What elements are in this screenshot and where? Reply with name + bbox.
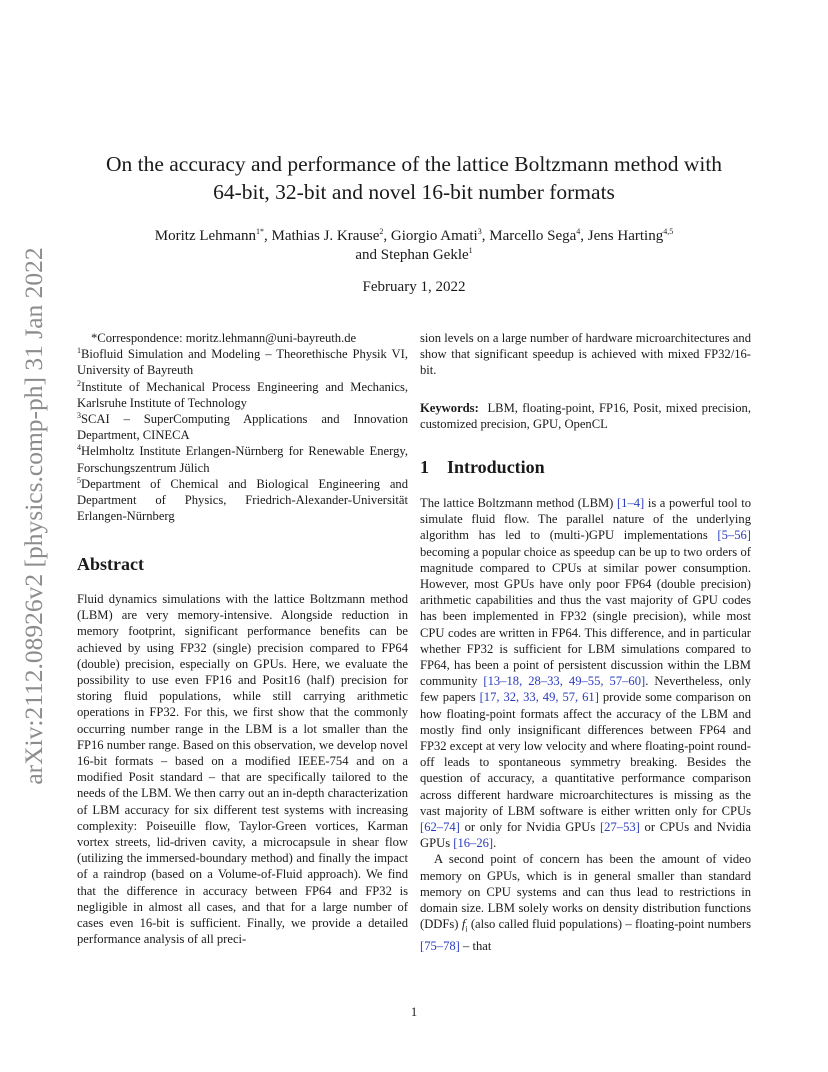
affiliation: $^4$Helmholtz Institute Erlangen-Nürnberg for Renewable Energy, Forschungszentrum Jülich (77, 443, 408, 475)
intro-paragraph-2 (420, 851, 751, 954)
text-run: . (493, 836, 497, 851)
text-run: is a powerful tool to simulate fluid flow. The parallel nature of the underlying algorithm has led to (multi-)GPU implementations (420, 496, 751, 543)
citation-link[interactable]: [62–74] (420, 820, 460, 835)
author: Mathias J. Krause$^2$ (271, 227, 384, 244)
text-run: – that (459, 939, 492, 953)
section-number: 1 (420, 457, 429, 477)
arxiv-identifier: arXiv:2112.08926v2 [physics.comp-ph] 31 Jan 2022 (19, 247, 48, 785)
abstract-continued: sion levels on a large number of hardware microarchitectures and show that significant speedup is achieved with mixed FP32/16-bit. (420, 331, 751, 378)
keywords-list: LBM, floating-point, FP16, Posit, mixed precision, customized precision, GPU, OpenCL (420, 401, 751, 432)
author: Stephan Gekle$^1$ (380, 246, 473, 263)
author: Giorgio Amati$^3$ (390, 227, 482, 244)
author: Moritz Lehmann$^{1*}$ (154, 227, 265, 244)
publication-date: February 1, 2022 (362, 279, 466, 295)
section-heading (420, 457, 545, 478)
abstract-heading: Abstract (77, 554, 144, 574)
title-line-1: On the accuracy and performance of the lattice Boltzmann method with (105, 152, 723, 176)
citation-link[interactable]: [13–18, 28–33, 49–55, 57–60] (483, 674, 646, 689)
citation-link[interactable]: [75–78] (420, 939, 460, 953)
math-subscript: i (465, 924, 468, 934)
section-title: Introduction (447, 457, 545, 477)
author: Jens Harting$^{4,5}$ (587, 227, 674, 244)
affiliation: $^5$Department of Chemical and Biological Engineering and Department of Physics, Friedrich-Alexander-Universität Erlangen-Nürnberg (77, 475, 408, 524)
correspondence: *Correspondence: moritz.lehmann@uni-bayreuth.de (91, 331, 357, 345)
abstract-text: Fluid dynamics simulations with the lattice Boltzmann method (LBM) are very memory-intensive. Alongside reduction in memory footprint, significant performance benefits can be achieved by using FP32 (single) precision compared to FP64 (double) precision, especially on GPUs. Here, we evaluate the possibility to use even FP16 and Posit16 (half) precision for storing fluid populations, while still carrying arithmetic operations in FP32. For this, we first show that the commonly occurring number range in the LBM is a lot smaller than the FP16 number range. Based on this observation, we develop novel 16-bit formats – based on a modified IEEE-754 and on a modified Posit standard – that are specifically tailored to the needs of the LBM. We then carry out an in-depth characterization of LBM accuracy for six different test systems with increasing complexity: Poiseuille flow, Taylor-Green vortices, Karman vortex streets, lid-driven cavity, a microcapsule in shear flow (utilizing the immersed-boundary method) and finally the impact of a raindrop (based on a Volume-of-Fluid approach). We find that the difference in accuracy between FP64 and FP32 is negligible in almost all cases, and that for a large number of cases even 16-bit is sufficient. Finally, we provide a detailed performance analysis of all preci- (77, 592, 408, 947)
affiliation: $^3$SCAI – SuperComputing Applications and Innovation Department, CINECA (77, 410, 408, 443)
keywords-label: Keywords: (420, 401, 479, 415)
affiliation: $^1$Biofluid Simulation and Modeling – Theorethische Physik VI, University of Bayreuth (77, 346, 408, 378)
affiliations (77, 330, 408, 524)
text-run: A second point of concern has been the amount of video memory on GPUs, which is in general smaller than standard memory on CPU systems and can thus lead to restrictions in domain size. LBM solely works on density distribution functions (DDFs) (420, 852, 751, 932)
author-list: Moritz Lehmann$^{1*}$, Mathias J. Krause$^2$, Giorgio Amati$^3$, Marcello Sega$^4$, Jens Harting$^{4,5}$ and Stephan Gekle$^1$ (154, 227, 674, 263)
citation-link[interactable]: [27–53] (599, 820, 640, 835)
citation-link[interactable]: [5–56] (717, 528, 751, 543)
text-run: provide some comparison on how floating-point formats affect the accuracy of the LBM and mostly find only insignificant differences between FP64 and FP32 except at very low velocity and where floating-point round-off leads to spontaneous symmetry breaking. Besides the question of accuracy, a quantitative performance comparison across different hardware microarchitectures is missing as the vast majority of LBM software is either written only for CPUs (420, 690, 752, 818)
citation-link[interactable]: [1–4] (616, 496, 645, 510)
page-number: 1 (410, 1005, 418, 1019)
citation-link[interactable]: [17, 32, 33, 49, 57, 61] (479, 690, 599, 705)
text-run: or only for Nvidia GPUs (459, 820, 600, 835)
text-run: (also called fluid populations) – floating-point numbers (467, 917, 751, 932)
text-run: The lattice Boltzmann method (LBM) (420, 496, 617, 510)
title-line-2: 64-bit, 32-bit and novel 16-bit number formats (213, 180, 615, 204)
affiliation: $^2$Institute of Mechanical Process Engineering and Mechanics, Karlsruhe Institute of Technology (77, 378, 408, 410)
text-run: or CPUs and Nvidia GPUs (420, 820, 751, 851)
keywords (420, 400, 751, 432)
text-run: becoming a popular choice as speedup can be up to two orders of magnitude compared to CPUs at similar power consumption. However, most GPUs have only poor FP64 (double precision) arithmetic capabilities and thus the vast majority of GPU codes has been implemented in FP32 (single precision), while most CPU codes are written in FP64. This difference, and in particular whether FP32 is sufficient for LBM simulations compared to FP64, has been a point of persistent discussion within the LBM community (420, 544, 751, 689)
citation-link[interactable]: [16–26] (453, 836, 494, 851)
math-symbol: f (461, 917, 466, 932)
paper-title (60, 150, 768, 206)
text-run: . Nevertheless, only few papers (420, 674, 752, 705)
author: Marcello Sega$^4$ (489, 227, 581, 244)
introduction-body (420, 495, 751, 954)
intro-paragraph-1 (420, 495, 751, 851)
